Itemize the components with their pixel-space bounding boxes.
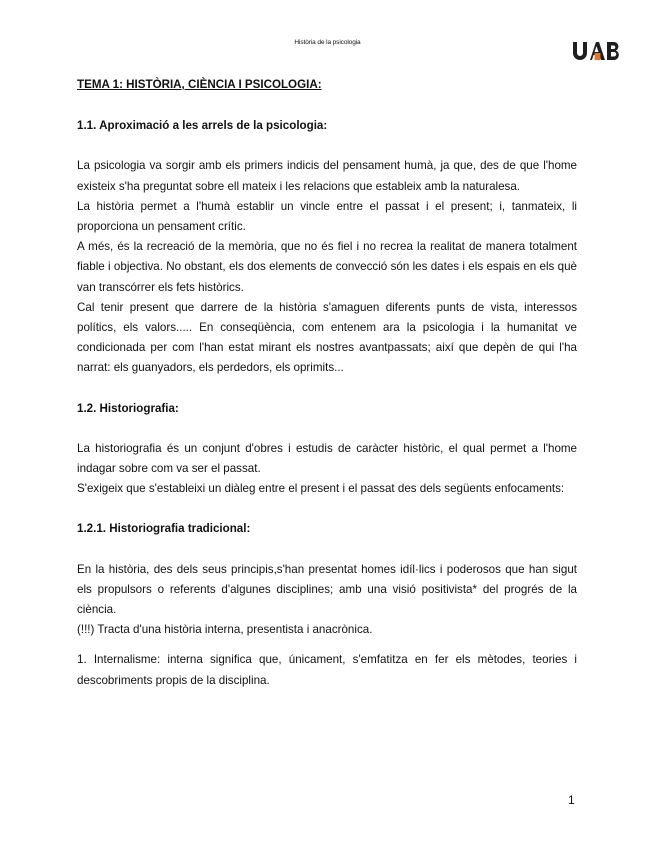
section-heading: 1.1. Aproximació a les arrels de la psicologia: [77, 119, 328, 133]
uab-logo [572, 41, 622, 61]
section-heading: 1.2. Historiografia: [77, 401, 179, 415]
paragraph: La psicologia va sorgir amb els primers indicis del pensament humà, ja que, des de que l'home existeix s'ha preguntat sobre ell mateix i les relacions que estableix amb la naturalesa. [77, 159, 577, 193]
paragraph: En la història, des dels seus principis,s'han presentat homes idíl·lics i poderosos que han sigut els propulsors o referents d'algunes disciplines; amb una visió positivista* del progrés de la ciència. [77, 562, 577, 617]
paragraph: La història permet a l'humà establir un vincle entre el passat i el present; i, tanmateix, li proporciona un pensament crític. [77, 199, 577, 234]
section-heading: 1.2.1. Historiografia tradicional: [77, 522, 251, 536]
paragraph: A més, és la recreació de la memòria, que no és fiel i no recrea la realitat de manera totalment fiable i objectiva. No obstant, els dos elements de convecció són les dates i els espais en els què van transcórrer els fets històrics. [77, 240, 577, 294]
main-title: TEMA 1: HISTÒRIA, CIÈNCIA I PSICOLOGIA: [77, 78, 322, 91]
document-body [77, 75, 577, 691]
paragraph: S'exigeix que s'estableixi un diàleg entre el present i el passat des dels següents enfocaments: [77, 482, 565, 496]
paragraph: La historiografia és un conjunt d'obres i estudis de caràcter històric, el qual permet a l'home indagar sobre com va ser el passat. [77, 441, 577, 476]
running-header: Història de la psicologia [294, 39, 361, 46]
paragraph: 1. Internalisme: interna significa que, únicament, s'emfatitza en fer els mètodes, teories i descobriments propis de la disciplina. [77, 653, 577, 687]
paragraph: (!!!) Tracta d'una història interna, presentista i anacrònica. [77, 623, 373, 637]
page-number: 1 [568, 793, 575, 807]
paragraph: Cal tenir present que darrere de la història s'amaguen diferents punts de vista, interessos polítics, els valors..... En conseqüència, com entenem ara la psicologia i la humanitat ve condicionada per com l'han estat mirant els nostres avantpassats; així que depèn de qui l'ha narrat: els guanyadors, els perdedors, els oprimits... [77, 300, 577, 375]
